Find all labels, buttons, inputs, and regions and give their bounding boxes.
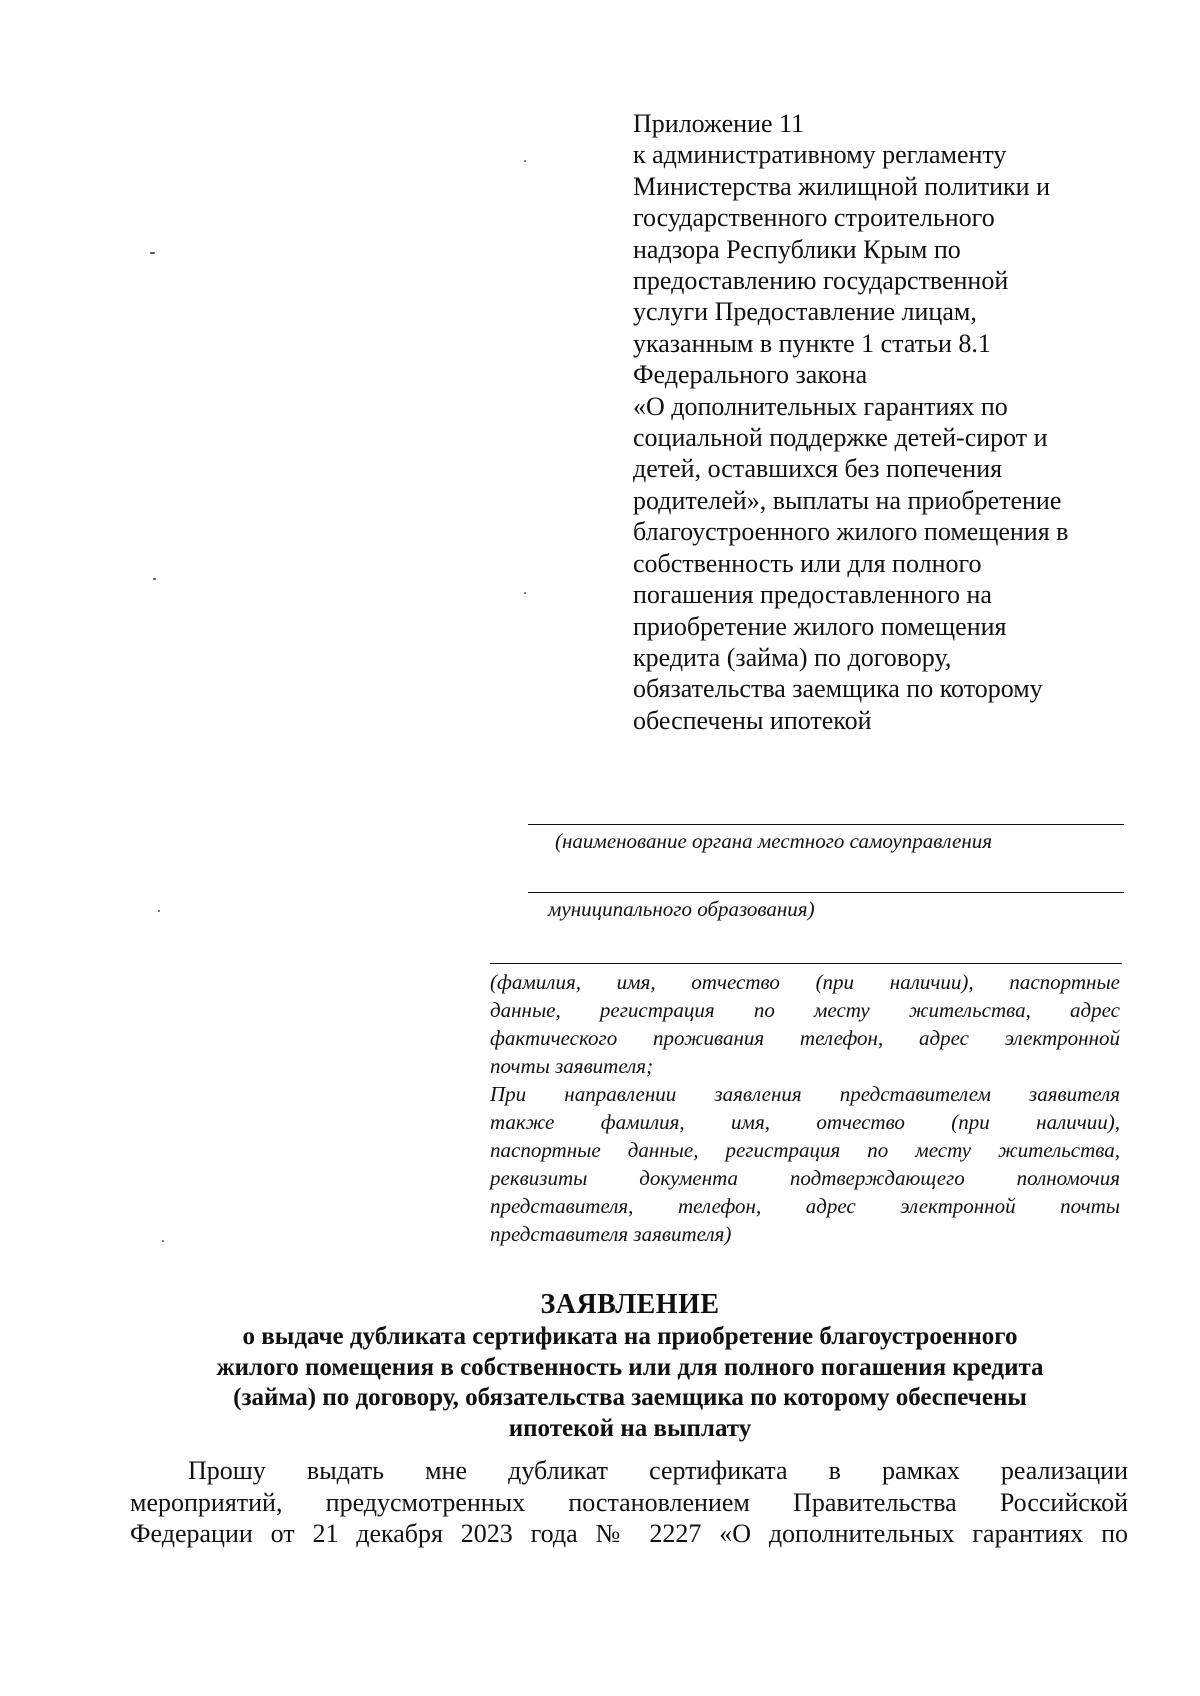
appendix-line: кредита (займа) по договору, xyxy=(633,642,952,672)
applicant-details-line[interactable] xyxy=(490,963,1122,964)
authority-name-line[interactable] xyxy=(528,824,1124,825)
body-line: Федерации от 21 декабря 2023 года № 2227 «О дополнительных гарантиях по xyxy=(130,1519,1128,1548)
appendix-line: «О дополнительных гарантиях по xyxy=(633,391,1008,421)
applicant-caption-line: представителя заявителя) xyxy=(490,1222,732,1246)
applicant-caption-line: данные, регистрация по месту жительства, адрес xyxy=(490,998,1120,1022)
applicant-caption xyxy=(490,968,1120,1248)
scan-speck xyxy=(162,1240,164,1242)
appendix-line: предоставлению государственной xyxy=(633,266,1009,296)
appendix-line: Приложение 11 xyxy=(633,109,805,138)
appendix-line: Министерства жилищной политики и xyxy=(633,171,1050,201)
appendix-line: собственность или для полного xyxy=(633,548,982,578)
appendix-line: благоустроенного жилого помещения в xyxy=(633,517,1069,547)
applicant-caption-line: также фамилия, имя, отчество (при наличии), xyxy=(490,1110,1120,1134)
applicant-caption-line: реквизиты документа подтверждающего полномочия xyxy=(490,1166,1120,1190)
statement-subtitle-line: (займа) по договору, обязательства заемщика по которому обеспечены xyxy=(233,1384,1027,1411)
applicant-caption-line: представителя, телефон, адрес электронной почты xyxy=(490,1194,1120,1218)
appendix-line: детей, оставшихся без попечения xyxy=(633,454,1003,484)
appendix-line: государственного строительного xyxy=(633,203,995,233)
body-line: Прошу выдать мне дубликат сертификата в рамках реализации xyxy=(188,1456,1128,1485)
statement-title: ЗАЯВЛЕНИЕ xyxy=(540,1289,720,1320)
appendix-line: обязательства заемщика по которому xyxy=(633,674,1043,704)
appendix-header xyxy=(633,108,1153,736)
applicant-caption-line: почты заявителя; xyxy=(490,1054,654,1078)
appendix-line: приобретение жилого помещения xyxy=(633,611,1007,641)
municipality-caption: муниципального образования) xyxy=(548,897,815,921)
appendix-line: Федерального закона xyxy=(633,360,868,390)
municipality-name-line[interactable] xyxy=(528,892,1124,893)
applicant-caption-line: При направлении заявления представителем заявителя xyxy=(490,1082,1120,1106)
appendix-line: родителей», выплаты на приобретение xyxy=(633,485,1062,515)
appendix-line: к административному регламенту xyxy=(633,140,1007,170)
statement-heading xyxy=(130,1288,1130,1444)
applicant-caption-line: (фамилия, имя, отчество (при наличии), паспортные xyxy=(490,970,1120,994)
scan-speck xyxy=(150,252,155,254)
appendix-line: надзора Республики Крым по xyxy=(633,234,961,264)
scan-speck xyxy=(524,592,526,594)
appendix-line: погашения предоставленного на xyxy=(633,580,992,610)
statement-body xyxy=(130,1455,1128,1550)
appendix-line: социальной поддержке детей-сирот и xyxy=(633,423,1048,453)
authority-caption: (наименование органа местного самоуправления xyxy=(555,829,993,853)
statement-subtitle xyxy=(130,1322,1130,1444)
statement-subtitle-line: о выдаче дубликата сертификата на приобретение благоустроенного xyxy=(242,1323,1018,1350)
appendix-line: обеспечены ипотекой xyxy=(633,705,872,735)
scan-speck xyxy=(153,578,156,580)
statement-subtitle-line: жилого помещения в собственность или для полного погашения кредита xyxy=(216,1353,1044,1381)
statement-subtitle-line: ипотекой на выплату xyxy=(508,1414,752,1442)
scan-speck xyxy=(524,160,526,162)
body-line: мероприятий, предусмотренных постановлением Правительства Российской xyxy=(130,1487,1128,1517)
appendix-line: услуги Предоставление лицам, xyxy=(633,297,977,327)
applicant-caption-line: фактического проживания телефон, адрес электронной xyxy=(490,1026,1120,1050)
appendix-line: указанным в пункте 1 статьи 8.1 xyxy=(633,328,991,358)
applicant-caption-line: паспортные данные, регистрация по месту жительства, xyxy=(490,1138,1120,1162)
scan-speck xyxy=(158,910,160,912)
